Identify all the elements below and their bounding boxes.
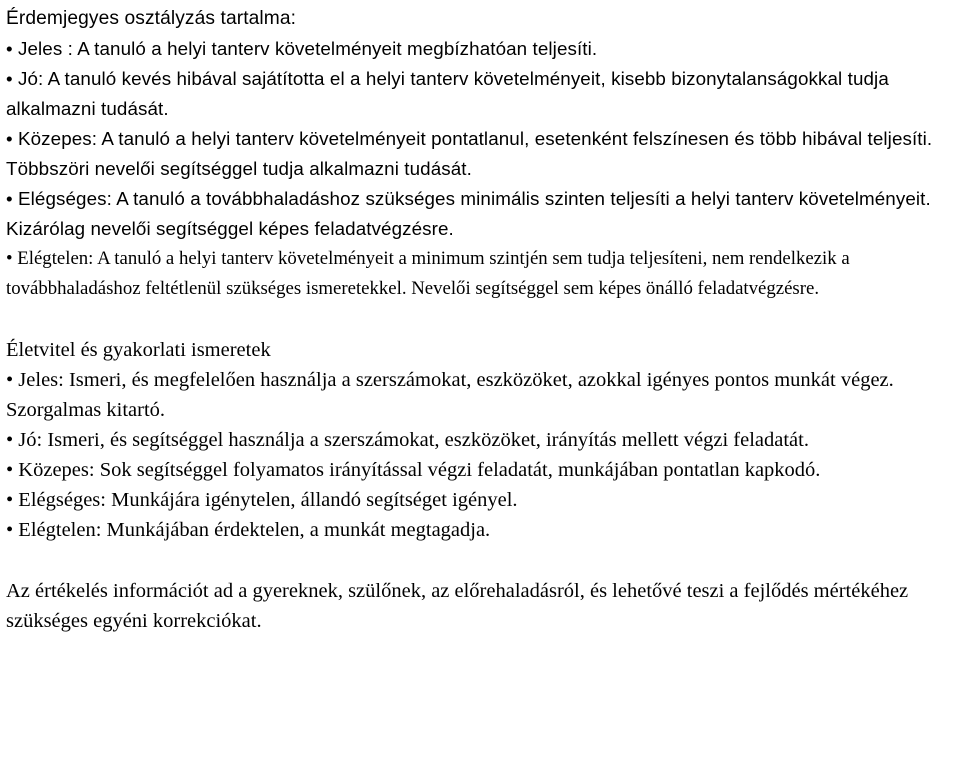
document-page (6, 4, 956, 636)
section-title-life-skills: Életvitel és gyakorlati ismeretek (6, 339, 271, 361)
list-item-elegtelen: • Elégtelen: A tanuló a helyi tanterv követelményeit a minimum szintjén sem tudja teljesíteni, nem rendelkezik a továbbhaladáshoz feltétlenül szükséges ismeretekkel. Nevelői segítséggel sem képes önálló feladatvégzésre. (6, 248, 850, 299)
list-item-jeles: • Jeles: Ismeri, és megfelelően használja a szerszámokat, eszközöket, azokkal igényes pontos munkát végez. Szorgalmas kitartó. (6, 369, 894, 421)
spacer (6, 304, 956, 335)
section-title-grading: Érdemjegyes osztályzás tartalma: (6, 8, 297, 29)
list-item-kozepes: • Közepes: A tanuló a helyi tanterv követelményeit pontatlanul, esetenként felszínesen és több hibával teljesíti. Többszöri nevelői segítséggel tudja alkalmazni tudását. (6, 128, 933, 179)
list-item-kozepes: • Közepes: Sok segítséggel folyamatos irányítással végzi feladatát, munkájában pontatlan kapkodó. (6, 459, 821, 481)
list-item-elegtelen: • Elégtelen: Munkájában érdektelen, a munkát megtagadja. (6, 519, 491, 541)
list-item-elegseges: • Elégséges: A tanuló a továbbhaladáshoz szükséges minimális szinten teljesíti a helyi tanterv követelményeit. Kizárólag nevelői segítséggel képes feladatvégzésre. (6, 188, 931, 239)
list-item-jo: • Jó: Ismeri, és segítséggel használja a szerszámokat, eszközöket, irányítás mellett végzi feladatát. (6, 429, 809, 451)
spacer (6, 545, 956, 576)
closing-paragraph: Az értékelés információt ad a gyereknek, szülőnek, az előrehaladásról, és lehetővé teszi a fejlődés mértékéhez szükséges egyéni korrekciókat. (6, 580, 909, 632)
list-item-jo: • Jó: A tanuló kevés hibával sajátította el a helyi tanterv követelményeit, kisebb bizonytalanságokkal tudja alkalmazni tudását. (6, 68, 889, 119)
section-grading-content (6, 4, 956, 304)
section-life-skills (6, 335, 956, 545)
list-item-elegseges: • Elégséges: Munkájára igénytelen, állandó segítséget igényel. (6, 489, 518, 511)
list-item-jeles: • Jeles : A tanuló a helyi tanterv követelményeit megbízhatóan teljesíti. (6, 38, 598, 59)
